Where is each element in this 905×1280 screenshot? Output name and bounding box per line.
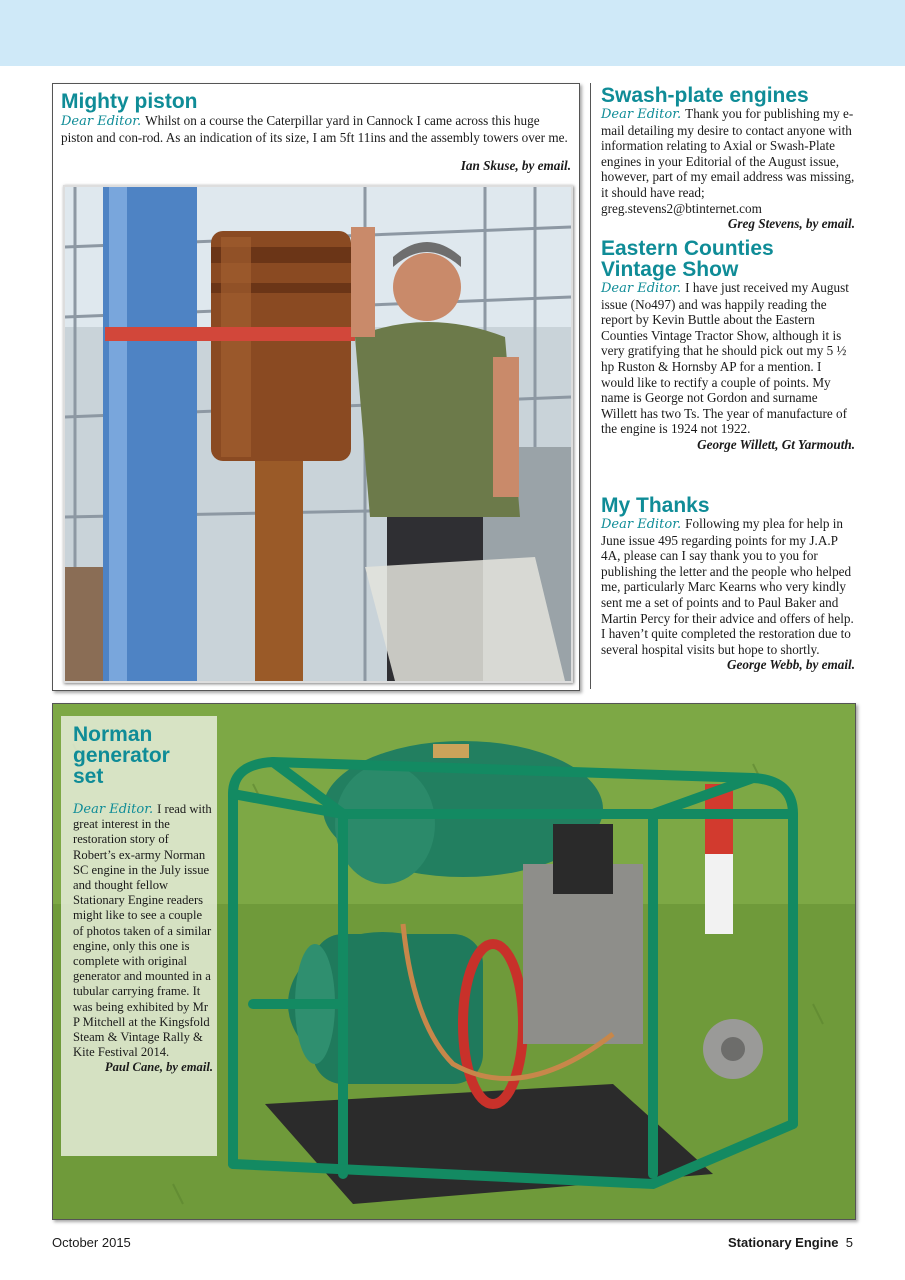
page-number: 5 bbox=[845, 1235, 853, 1250]
salutation: Dear Editor. bbox=[601, 281, 682, 296]
letter-signature: Greg Stevens, by email. bbox=[727, 216, 855, 232]
letter-title: My Thanks bbox=[601, 494, 710, 517]
footer-date: October 2015 bbox=[52, 1235, 131, 1250]
letter-my-thanks bbox=[601, 495, 855, 673]
top-color-band bbox=[0, 0, 905, 66]
letter-title: Eastern Counties Vintage Show bbox=[601, 237, 774, 281]
letter-signature: George Willett, Gt Yarmouth. bbox=[697, 436, 855, 452]
salutation: Dear Editor. bbox=[601, 517, 682, 532]
letter-body: Dear Editor. Following my plea for help in June issue 495 regarding points for my J.A.P 4A, please can I say thank you to you for publishing the letter and the people who helped me, particularly Marc Kearns who very kindly sent me a set of points and to Paul Baker and Martin Percy for their advice and offers of help. I haven’t quite completed the restoration due to several hospital visits but hope to shortly. bbox=[601, 516, 854, 657]
footer-magazine bbox=[728, 1235, 853, 1250]
photo-piston-man bbox=[63, 185, 573, 683]
letter-title: Swash-plate engines bbox=[601, 84, 809, 107]
piston-photo-illustration bbox=[65, 187, 571, 681]
letter-title: Norman generator set bbox=[73, 723, 170, 788]
salutation: Dear Editor. bbox=[601, 107, 682, 122]
letter-norman-generator bbox=[61, 716, 217, 1156]
letter-title: Mighty piston bbox=[61, 90, 198, 113]
magazine-name: Stationary Engine bbox=[728, 1235, 839, 1250]
letter-body: Dear Editor. Thank you for publishing my e-mail detailing my desire to contact anyone with information relating to Axial or Swash-Plate engines in your Editorial of the August issue, however, part of my email address was missing, it should have read; greg.stevens2@btinternet.com bbox=[601, 106, 855, 216]
photo-norman-generator bbox=[52, 703, 856, 1220]
letter-signature: Ian Skuse, by email. bbox=[460, 158, 571, 173]
salutation: Dear Editor. bbox=[73, 802, 154, 817]
letter-body: Dear Editor. I have just received my August issue (No497) and was happily reading the report by Kevin Buttle about the Eastern Counties Vintage Tractor Show, although it is very gratifying that he should pick out my 5 ½ hp Ruston & Hornsby AP for a mention. I would like to rectify a couple of points. My name is George not Gordon and surname Willett has two Ts. The year of manufacture of the engine is 1924 not 1922. bbox=[601, 280, 849, 437]
letter-mighty-piston bbox=[52, 83, 580, 691]
letter-body: Dear Editor. Whilst on a course the Caterpillar yard in Cannock I came across this huge piston and con-rod. As an indication of its size, I am 5ft 11ins and the assembly towers over me. bbox=[61, 113, 568, 145]
letter-swash-plate bbox=[601, 85, 855, 232]
letter-signature: Paul Cane, by email. bbox=[104, 1060, 213, 1075]
letter-body: Dear Editor. I read with great interest in the restoration story of Robert’s ex-army Norman SC engine in the July issue and thought fellow Stationary Engine readers might like to see a couple of photos taken of a similar engine, only this one is complete with original generator and mounted in a tubular carrying frame. It was being exhibited by Mr P Mitchell at the Kingsfold Steam & Vintage Rally & Kite Festival 2014. Paul Cane, by email. bbox=[73, 802, 213, 1075]
letter-eastern-counties bbox=[601, 238, 855, 453]
letter-signature: George Webb, by email. bbox=[726, 657, 855, 673]
column-divider bbox=[590, 83, 591, 689]
salutation: Dear Editor. bbox=[61, 114, 142, 129]
